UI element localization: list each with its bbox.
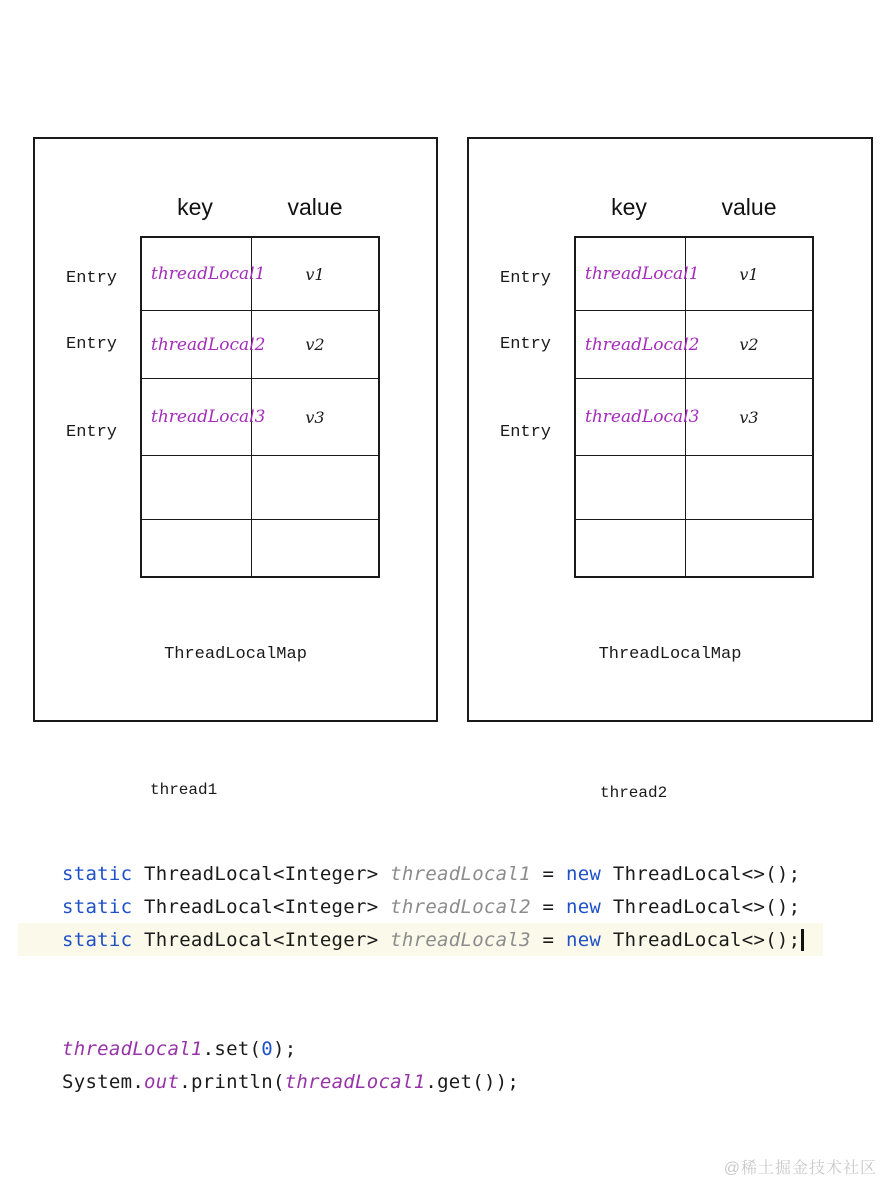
entry-label: Entry (66, 335, 118, 354)
code-block-usage (18, 1032, 519, 1098)
value-cell: v3 (686, 379, 812, 456)
key-cell: threadLocal2 (142, 311, 252, 379)
key-cell: threadLocal3 (142, 379, 252, 456)
code-line-2[interactable]: static ThreadLocal<Integer> threadLocal2 = new ThreadLocal<>(); (62, 895, 801, 918)
value-cell: v2 (686, 311, 812, 379)
value-cell: v3 (252, 379, 378, 456)
key-cell (576, 456, 686, 520)
entry-label: Entry (66, 269, 118, 288)
key-cell (576, 520, 686, 576)
code-line-set[interactable]: threadLocal1 .set( 0 ); (62, 1037, 297, 1060)
thread2-label: thread2 (600, 784, 668, 802)
value-cell: v1 (252, 238, 378, 311)
entry-label: Entry (500, 423, 552, 442)
key-cell (142, 456, 252, 520)
value-cell (252, 456, 378, 520)
value-column-header: value (721, 194, 777, 220)
map-caption: ThreadLocalMap (598, 645, 742, 664)
threadlocalmap-table (574, 236, 814, 578)
threadlocalmap-box-thread1 (33, 137, 438, 722)
value-cell (686, 520, 812, 576)
code-line-1[interactable]: static ThreadLocal<Integer> threadLocal1 = new ThreadLocal<>(); (62, 862, 801, 885)
value-cell (252, 520, 378, 576)
entry-label: Entry (66, 423, 118, 442)
key-cell: threadLocal2 (576, 311, 686, 379)
value-cell: v2 (252, 311, 378, 379)
key-cell: threadLocal3 (576, 379, 686, 456)
key-cell (142, 520, 252, 576)
key-column-header: key (177, 194, 213, 220)
key-column-header: key (611, 194, 647, 220)
entry-label: Entry (500, 335, 552, 354)
thread1-label: thread1 (150, 781, 218, 799)
threadlocalmap-box-thread2 (467, 137, 873, 722)
watermark: @稀土掘金技术社区 (723, 1160, 877, 1177)
key-cell: threadLocal1 (142, 238, 252, 311)
threadlocalmap-table (140, 236, 380, 578)
code-line-3-current[interactable]: static ThreadLocal<Integer> threadLocal3 = new ThreadLocal<>(); (18, 923, 823, 956)
value-cell: v1 (686, 238, 812, 311)
entry-label: Entry (500, 269, 552, 288)
code-line-println[interactable]: System. out .println( threadLocal1 .get()); (62, 1070, 520, 1093)
key-cell: threadLocal1 (576, 238, 686, 311)
text-caret (801, 929, 804, 951)
value-cell (686, 456, 812, 520)
code-block-declarations (18, 857, 823, 956)
map-caption: ThreadLocalMap (164, 645, 307, 664)
value-column-header: value (287, 194, 343, 220)
